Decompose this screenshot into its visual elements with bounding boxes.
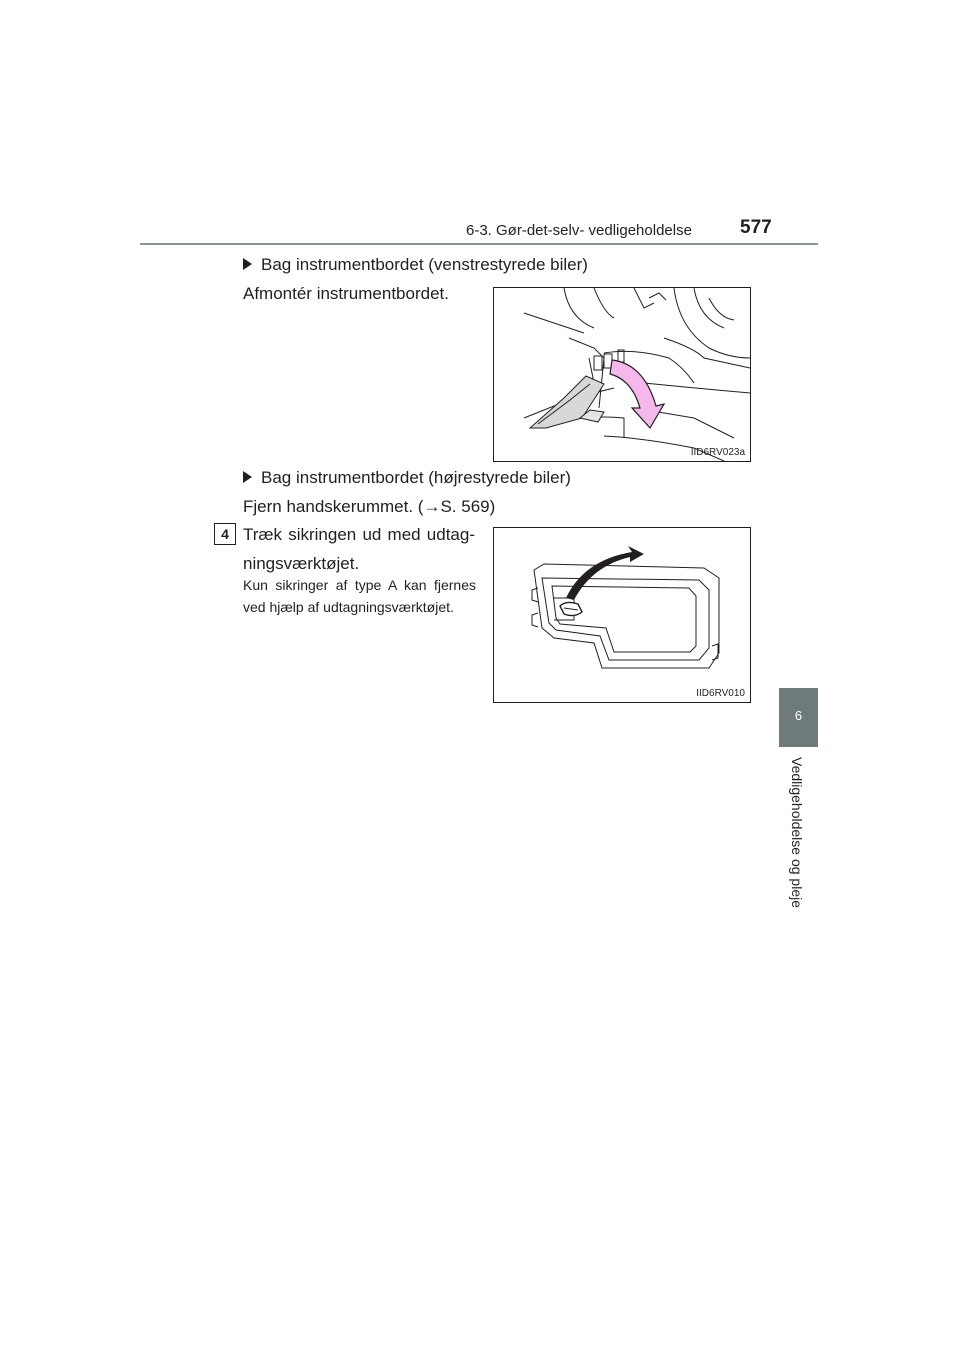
- header-rule: [140, 243, 818, 245]
- bullet-right-drive-text: Bag instrumentbordet (højrestyrede biler): [261, 468, 571, 487]
- bullet-left-drive-text: Bag instrumentbordet (venstrestyrede biler): [261, 255, 588, 274]
- page-number: 577: [740, 217, 772, 238]
- figure2-code: IID6RV010: [696, 688, 745, 699]
- note-text: Kun sikringer af type A kan fjernes ved hjælp af udtagningsværktøjet.: [243, 577, 476, 615]
- figure1-code: IID6RV023a: [690, 447, 745, 458]
- chapter-title: Vedligeholdelse og pleje: [789, 757, 805, 909]
- instruction-left-drive: Afmontér instrumentbordet.: [243, 284, 449, 303]
- bullet-left-drive: [243, 255, 588, 275]
- triangle-bullet-icon: [243, 258, 252, 270]
- chapter-number: 6: [794, 708, 803, 723]
- fuse-box-illustration: [494, 528, 750, 702]
- instruction-right-drive: Fjern handskerummet. (→S. 569): [243, 497, 496, 516]
- curved-arrow-icon: [566, 546, 644, 600]
- triangle-bullet-icon: [243, 471, 252, 483]
- step-text: Træk sikringen ud med udtag-ningsværktøjet.: [243, 525, 475, 573]
- bullet-right-drive: [243, 468, 571, 488]
- figure-fuse-box: [493, 527, 751, 703]
- figure-instrument-panel: [493, 287, 751, 462]
- fuse-puller-icon: [560, 602, 582, 615]
- step-number-box: 4: [214, 523, 236, 545]
- section-title: 6-3. Gør-det-selv- vedligeholdelse: [466, 222, 692, 239]
- instrument-panel-illustration: [494, 288, 750, 461]
